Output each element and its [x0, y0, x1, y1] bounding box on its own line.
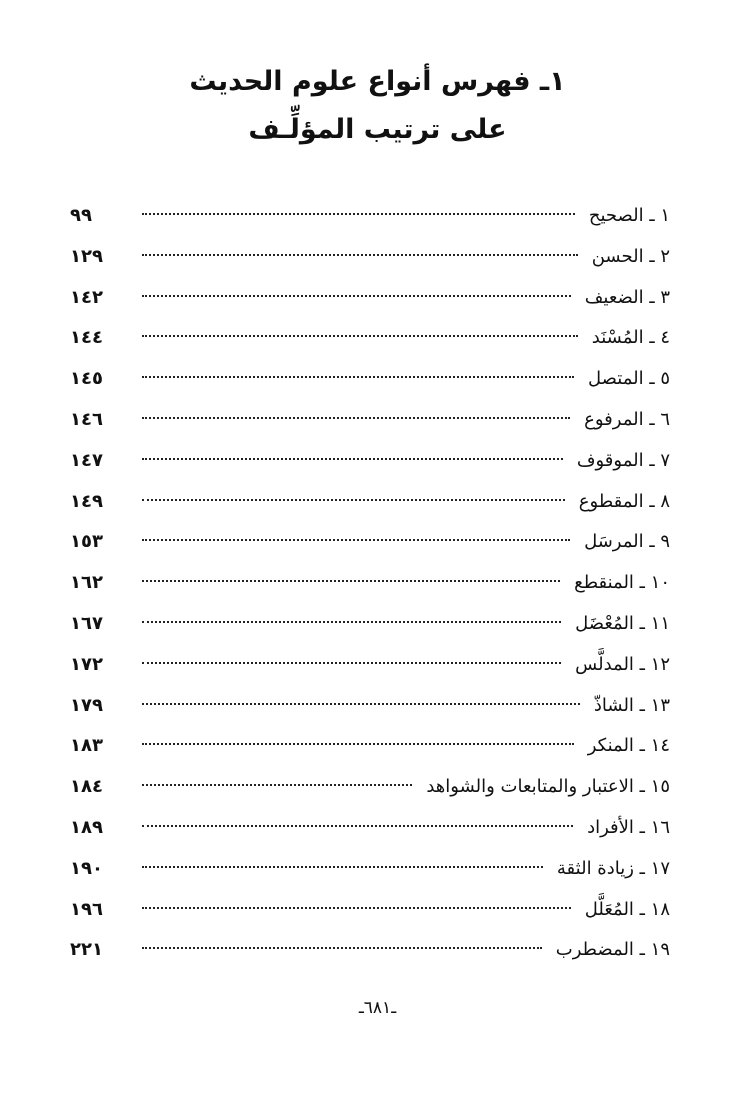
- toc-entry: [70, 450, 670, 491]
- toc-entry: [70, 654, 670, 695]
- toc-entry: [70, 287, 670, 328]
- table-of-contents: [70, 205, 670, 980]
- title-block: [0, 58, 755, 154]
- dot-leader: [142, 254, 578, 256]
- toc-entry-page: ١٦٢: [70, 572, 103, 594]
- toc-entry: [70, 858, 670, 899]
- toc-entry-label: ٢ ـ الحسن: [591, 245, 670, 267]
- toc-entry-label: ٧ ـ الموقوف: [576, 449, 670, 471]
- dot-leader: [142, 866, 543, 868]
- toc-entry: [70, 695, 670, 736]
- dot-leader: [142, 499, 565, 501]
- page-subtitle: على ترتيب المؤلِّـف: [248, 114, 507, 145]
- page-title: ١ـ فهرس أنواع علوم الحديث: [189, 66, 566, 97]
- toc-entry: [70, 246, 670, 287]
- toc-entry-label: ١٦ ـ الأفراد: [587, 816, 670, 838]
- toc-entry-label: ١٧ ـ زيادة الثقة: [556, 857, 670, 879]
- dot-leader: [142, 907, 571, 909]
- dot-leader: [142, 825, 573, 827]
- toc-entry-label: ٤ ـ المُسْنَد: [591, 327, 670, 349]
- toc-entry: [70, 491, 670, 532]
- toc-entry: [70, 205, 670, 246]
- toc-entry-page: ٩٩: [70, 205, 92, 226]
- toc-entry-page: ١٨٣: [70, 735, 103, 757]
- toc-entry: [70, 327, 670, 368]
- dot-leader: [142, 662, 561, 664]
- dot-leader: [142, 580, 560, 582]
- toc-entry-label: ١٠ ـ المنقطع: [574, 572, 670, 594]
- dot-leader: [142, 784, 412, 786]
- toc-entry-label: ١٤ ـ المنكر: [587, 735, 670, 757]
- toc-entry: [70, 939, 670, 980]
- toc-entry-label: ١٨ ـ المُعَلَّل: [584, 898, 670, 920]
- toc-entry-label: ٣ ـ الضعيف: [584, 286, 670, 308]
- toc-entry-page: ١٩٦: [70, 898, 103, 920]
- dot-leader: [142, 703, 580, 705]
- dot-leader: [142, 621, 561, 623]
- toc-entry-label: ٥ ـ المتصل: [588, 368, 670, 390]
- dot-leader: [142, 458, 563, 460]
- toc-entry-page: ١٤٤: [70, 327, 103, 349]
- toc-entry-label: ١١ ـ المُعْضَل: [575, 612, 670, 634]
- toc-entry-page: ١٨٩: [70, 816, 103, 838]
- toc-entry-page: ١٧٩: [70, 694, 103, 716]
- toc-entry-page: ١٤٥: [70, 368, 103, 390]
- toc-entry-label: ١٢ ـ المدلَّس: [575, 653, 670, 675]
- toc-entry-label: ٨ ـ المقطوع: [578, 490, 670, 512]
- toc-entry: [70, 613, 670, 654]
- toc-entry-label: ١ ـ الصحيح: [588, 205, 670, 226]
- dot-leader: [142, 539, 570, 541]
- toc-entry-page: ١٤٢: [70, 286, 103, 308]
- toc-entry-page: ١٢٩: [70, 245, 103, 267]
- toc-entry-label: ١٩ ـ المضطرب: [555, 939, 670, 961]
- dot-leader: [142, 417, 570, 419]
- toc-entry-page: ٢٢١: [70, 939, 103, 961]
- toc-entry: [70, 817, 670, 858]
- toc-entry-page: ١٦٧: [70, 612, 103, 634]
- toc-entry-page: ١٨٤: [70, 776, 103, 798]
- dot-leader: [142, 376, 574, 378]
- toc-entry-label: ٩ ـ المرسَل: [584, 531, 670, 553]
- toc-entry-page: ١٥٣: [70, 531, 103, 553]
- toc-entry: [70, 368, 670, 409]
- toc-entry: [70, 409, 670, 450]
- dot-leader: [142, 947, 542, 949]
- toc-entry: [70, 776, 670, 817]
- toc-entry-label: ١٥ ـ الاعتبار والمتابعات والشواهد: [426, 776, 670, 798]
- toc-entry-label: ٦ ـ المرفوع: [584, 408, 670, 430]
- dot-leader: [142, 213, 575, 215]
- toc-entry: [70, 735, 670, 776]
- toc-entry-page: ١٧٢: [70, 653, 103, 675]
- toc-entry: [70, 899, 670, 940]
- dot-leader: [142, 295, 571, 297]
- dot-leader: [142, 743, 574, 745]
- page-number: ـ٦٨١ـ: [358, 998, 397, 1018]
- toc-entry-page: ١٩٠: [70, 857, 103, 879]
- toc-entry-page: ١٤٧: [70, 449, 103, 471]
- toc-entry-label: ١٣ ـ الشاذّ: [593, 694, 670, 716]
- toc-entry-page: ١٤٩: [70, 490, 103, 512]
- toc-entry-page: ١٤٦: [70, 408, 103, 430]
- toc-entry: [70, 531, 670, 572]
- dot-leader: [142, 335, 578, 337]
- toc-entry: [70, 572, 670, 613]
